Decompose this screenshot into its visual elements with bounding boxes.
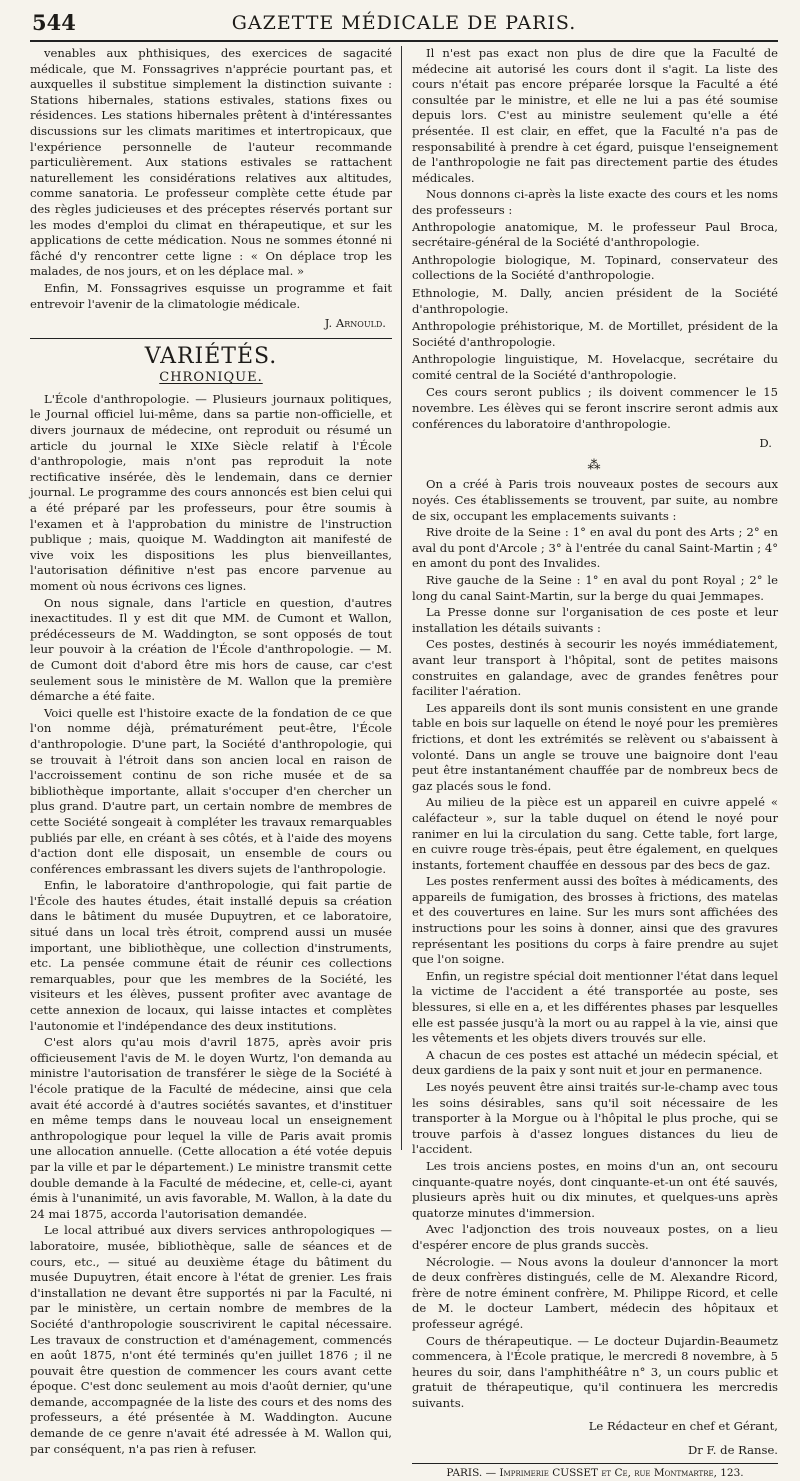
chronique-paragraph: Voici quelle est l'histoire exacte de la fondation de ce que l'on nomme déjà, prématurément peut-être, l'École d'anthropologie. D'une part, la Société d'anthropologie, qui se trouvait à l'étroit dans son ancien local en raison de l'accroissement continu de son riche musée et de sa bibliothèque importante, allait s'occuper d'en chercher un plus grand. D'autre part, un certain nombre de membres de cette Société songeait à compléter les travaux remarquables publiés par elle, en créant à ses côtés, et à l'aide des moyens d'action dont elle disposait, un ensemble de cours ou conférences embrassant les divers sujets de l'anthropologie.: [30, 705, 392, 876]
secours-paragraph: Rive droite de la Seine : 1° en aval du pont des Arts ; 2° en aval du pont d'Arcole ; 3° à l'entrée du canal Saint-Martin ; 4° en amont du pont des Invalides.: [412, 525, 778, 571]
subsection-title: CHRONIQUE.: [159, 370, 263, 386]
secours-paragraph: A chacun de ces postes est attaché un médecin spécial, et deux gardiens de la paix y sont nuit et jour en permanence.: [412, 1047, 778, 1078]
secours-paragraph: Au milieu de la pièce est un appareil en cuivre appelé « caléfacteur », sur la table duquel on étend le noyé pour ranimer en lui la circulation du sang. Cette table, fort large, en cuivre rouge très-épais, peut être également, en quelques instants, fortement chauffée en dessous par des becs de gaz.: [412, 795, 778, 872]
right-column: [412, 46, 778, 1479]
secours-paragraph: Les appareils dont ils sont munis consistent en une grande table en bois sur laquelle on étend le noyé pour les premières frictions, et dont les extrémités se relèvent ou s'abaissent à volonté. Dans un angle se trouve une baignoire dont l'eau peut être instantanément chauffée par de nombreux becs de gaz placés sous le fond.: [412, 700, 778, 793]
chronique-paragraph: C'est alors qu'au mois d'avril 1875, après avoir pris officieusement l'avis de M. le doyen Wurtz, l'on demanda au ministre l'autorisation de transférer le siège de la Société à l'école pratique de la Faculté de médecine, ainsi que cela avait été accordé à d'autres sociétés savantes, et d'instituer en même temps dans le nouveau local un enseignement anthropologique pour lequel la ville de Paris avait promis une allocation annuelle. (Cette allocation a été votée depuis par la ville et par le département.) Le ministre transmit cette double demande à la Faculté de médecine, et, celle-ci, ayant émis à l'unanimité, un avis favorable, M. Wallon, à la date du 24 mai 1875, accorda l'autorisation demandée.: [30, 1035, 392, 1221]
secours-section: [412, 477, 778, 1253]
right-top-paragraphs: [412, 46, 778, 219]
chronique-paragraph: Le local attribué aux divers services anthropologiques — laboratoire, musée, bibliothèque, salle de séances et de cours, etc., — situé au deuxième étage du bâtiment du musée Dupuytren, était encore à l'état de grenier. Les frais d'installation ne devant être supportés ni par la Faculté, ni par le ministère, un certain nombre de membres de la Société d'anthropologie souscrivirent le capital nécessaire. Les travaux de construction et d'aménagement, commencés en août 1875, n'ont été terminés qu'en juillet 1876 ; il ne pouvait être question de commencer les cours avant cette époque. C'est donc seulement au mois d'août dernier, qu'une demande, accompagnée de la liste des cours et des noms des professeurs, a été présentée à M. Waddington. Aucune demande de ce genre n'avait été adressée à M. Wallon qui, par conséquent, n'a pas rien à refuser.: [30, 1223, 392, 1456]
page-header: [30, 6, 778, 42]
signature-d: D.: [759, 436, 772, 451]
page-number: 544: [32, 10, 76, 35]
chronique-body: [30, 392, 392, 1457]
course-list-item: Anthropologie biologique, M. Topinard, conservateur des collections de la Société d'anthropologie.: [412, 252, 778, 283]
signature-arnould: J. Arnould.: [324, 316, 386, 331]
paragraph: Ces cours seront publics ; ils doivent commencer le 15 novembre. Les élèves qui se feront inscrire seront admis aux conférences du laboratoire d'anthropologie.: [412, 385, 778, 431]
secours-paragraph: Rive gauche de la Seine : 1° en aval du pont Royal ; 2° le long du canal Saint-Martin, sur la berge du quai Jemmapes.: [412, 573, 778, 603]
right-after-list: [412, 385, 778, 432]
paragraph: Nous donnons ci-après la liste exacte des cours et les noms des professeurs :: [412, 187, 778, 217]
left-column: [30, 46, 392, 1456]
course-list-item: Ethnologie, M. Dally, ancien président de la Société d'anthropologie.: [412, 285, 778, 316]
asterism: ⁂: [587, 457, 603, 473]
chronique-paragraph: L'École d'anthropologie. — Plusieurs journaux politiques, le Journal officiel lui-même, dans sa partie non-officielle, et divers journaux de médecine, ont reproduit ou résumé un article du journal le XIXe Siècle relatif à l'École d'anthropologie, mais n'ont pas reproduit la note rectificative insérée, dès le lendemain, dans ce dernier journal. Le programme des cours annoncés est bien celui qui a été préparé par les professeurs, pour être soumis à l'examen et à l'approbation du ministre de l'instruction publique ; mais, quoique M. Waddington ait manifesté de vive voix les dispositions les plus bienveillantes, l'autorisation définitive n'est pas encore parvenue au moment où nous écrivons ces lignes.: [30, 391, 392, 593]
journal-title: GAZETTE MÉDICALE DE PARIS.: [231, 12, 577, 34]
course-list-item: Anthropologie préhistorique, M. de Mortillet, président de la Société d'anthropologie.: [412, 319, 778, 349]
section-rule: [30, 338, 392, 339]
paragraph: Il n'est pas exact non plus de dire que la Faculté de médecine ait autorisé les cours dont il s'agit. La liste des cours n'était pas encore préparée lorsque la Faculté a été consultée par le ministre, et elle ne lui a pas été soumise depuis lors. C'est au ministre seulement qu'elle a été présentée. Il est clair, en effet, que la Faculté n'a pas de responsabilité à prendre à cet égard, puisque l'enseignement de l'anthropologie ne fait pas directement partie des études médicales.: [412, 46, 778, 185]
necrologie-paragraph: Nécrologie. — Nous avons la douleur d'annoncer la mort de deux confrères distingués, celle de M. Alexandre Ricord, frère de notre éminent confrère, M. Philippe Ricord, et celle de M. le docteur Lambert, médecin des hôpitaux et professeur agrégé.: [412, 1254, 778, 1331]
column-divider: [401, 46, 402, 1150]
secours-paragraph: Avec l'adjonction des trois nouveaux postes, on a lieu d'espérer encore de plus grands succès.: [412, 1222, 778, 1252]
secours-paragraph: Enfin, un registre spécial doit mentionner l'état dans lequel la victime de l'accident a été transportée au poste, ses blessures, si elle en a, et les différentes phases par lesquelles elle est passée jusqu'à la mort ou au rappel à la vie, ainsi que les vêtements et les objets divers trouvés sur elle.: [412, 968, 778, 1046]
paragraph: venables aux phthisiques, des exercices de sagacité médicale, que M. Fonssagrives n'apprécie pourtant pas, et auxquelles il substitue simplement la distinction suivante : Stations hibernales, stations estivales, stations fixes ou résidences. Les stations hibernales prêtent à d'intéressantes discussions sur les climats maritimes et intertropicaux, que l'expérience personnelle de l'auteur recommande particulièrement. Aux stations estivales se rattachent naturellement les considérations relatives aux altitudes, comme sanatoria. Le professeur complète cette étude par des règles judicieuses et des préceptes réservés portant sur les modes d'emploi du climat en thérapeutique, et sur les applications de cette médication. Nous ne sommes étonné ni fâché d'y rencontrer cette ligne : « On déplace trop les malades, de nos jours, et on les déplace mal. »: [30, 46, 392, 279]
secours-paragraph: Les trois anciens postes, en moins d'un an, ont secouru cinquante-quatre noyés, dont cinquante-et-un ont été sauvés, plusieurs après huit ou dix minutes, et quelques-uns après quatorze minutes d'immersion.: [412, 1158, 778, 1220]
secours-paragraph: Les noyés peuvent être ainsi traités sur-le-champ avec tous les soins désirables, sans qu'il soit nécessaire de les transporter à la Morgue ou à l'hôpital le plus proche, qui se trouve parfois à d'assez longues distances du lieu de l'accident.: [412, 1080, 778, 1157]
section-title: VARIÉTÉS.: [144, 343, 278, 369]
printer-line: PARIS. — Imprimerie CUSSET et Ce, rue Montmartre, 123.: [446, 1466, 744, 1479]
bottom-rule: [412, 1463, 778, 1464]
secours-paragraph: Ces postes, destinés à secourir les noyés immédiatement, avant leur transport à l'hôpital, sont de petites maisons construites en galandage, avec de grandes fenêtres pour faciliter l'aération.: [412, 637, 778, 699]
secours-paragraph: La Presse donne sur l'organisation de ces poste et leur installation les détails suivants :: [412, 605, 778, 635]
secours-paragraph: On a créé à Paris trois nouveaux postes de secours aux noyés. Ces établissements se trouvent, par suite, au nombre de six, occupant les emplacements suivants :: [412, 477, 778, 523]
cours-therapeutique-paragraph: Cours de thérapeutique. — Le docteur Dujardin-Beaumetz commencera, à l'École pratique, le mercredi 8 novembre, à 5 heures du soir, dans l'amphithéâtre n° 3, un cours public et gratuit de thérapeutique, qu'il continuera les mercredis suivants.: [412, 1333, 778, 1410]
chronique-paragraph: Enfin, le laboratoire d'anthropologie, qui fait partie de l'École des hautes études, était installé depuis sa création dans le bâtiment du musée Dupuytren, et ce laboratoire, situé dans un local très étroit, comprend aussi un musée important, une bibliothèque, une collection d'instruments, etc. La pensée commune était de réunir ces collections remarquables, pour que les membres de la Société, les visiteurs et les élèves, pussent profiter avec avantage de cette annexion de locaux, qui laisse intactes et complètes l'autonomie et l'indépendance des deux institutions.: [30, 878, 392, 1033]
secours-paragraph: Les postes renferment aussi des boîtes à médicaments, des appareils de fumigation, des brosses à frictions, des matelas et des couvertures en laine. Sur les murs sont affichées des instructions pour les soins à donner, ainsi que des gravures représentant les positions du corps à faire prendre au sujet que l'on soigne.: [412, 874, 778, 967]
course-list: [412, 220, 778, 384]
left-intro: [30, 46, 392, 312]
course-list-item: Anthropologie anatomique, M. le professeur Paul Broca, secrétaire-général de la Société d'anthropologie.: [412, 219, 778, 250]
chronique-paragraph: On nous signale, dans l'article en question, d'autres inexactitudes. Il y est dit que MM. de Cumont et Wallon, prédécesseurs de M. Waddington, se sont opposés de tout leur pouvoir à la création de l'École d'anthropologie. — M. de Cumont doit d'abord être mis hors de cause, car c'est seulement sous le ministère de M. Wallon que la première démarche a été faite.: [30, 595, 392, 704]
course-list-item: Anthropologie linguistique, M. Hovelacque, secrétaire du comité central de la Société d'anthropologie.: [412, 352, 778, 382]
editor-name: Dr F. de Ranse.: [688, 1443, 778, 1458]
paragraph: Enfin, M. Fonssagrives esquisse un programme et fait entrevoir l'avenir de la climatologie médicale.: [30, 280, 392, 311]
editor-line: Le Rédacteur en chef et Gérant,: [588, 1419, 778, 1434]
